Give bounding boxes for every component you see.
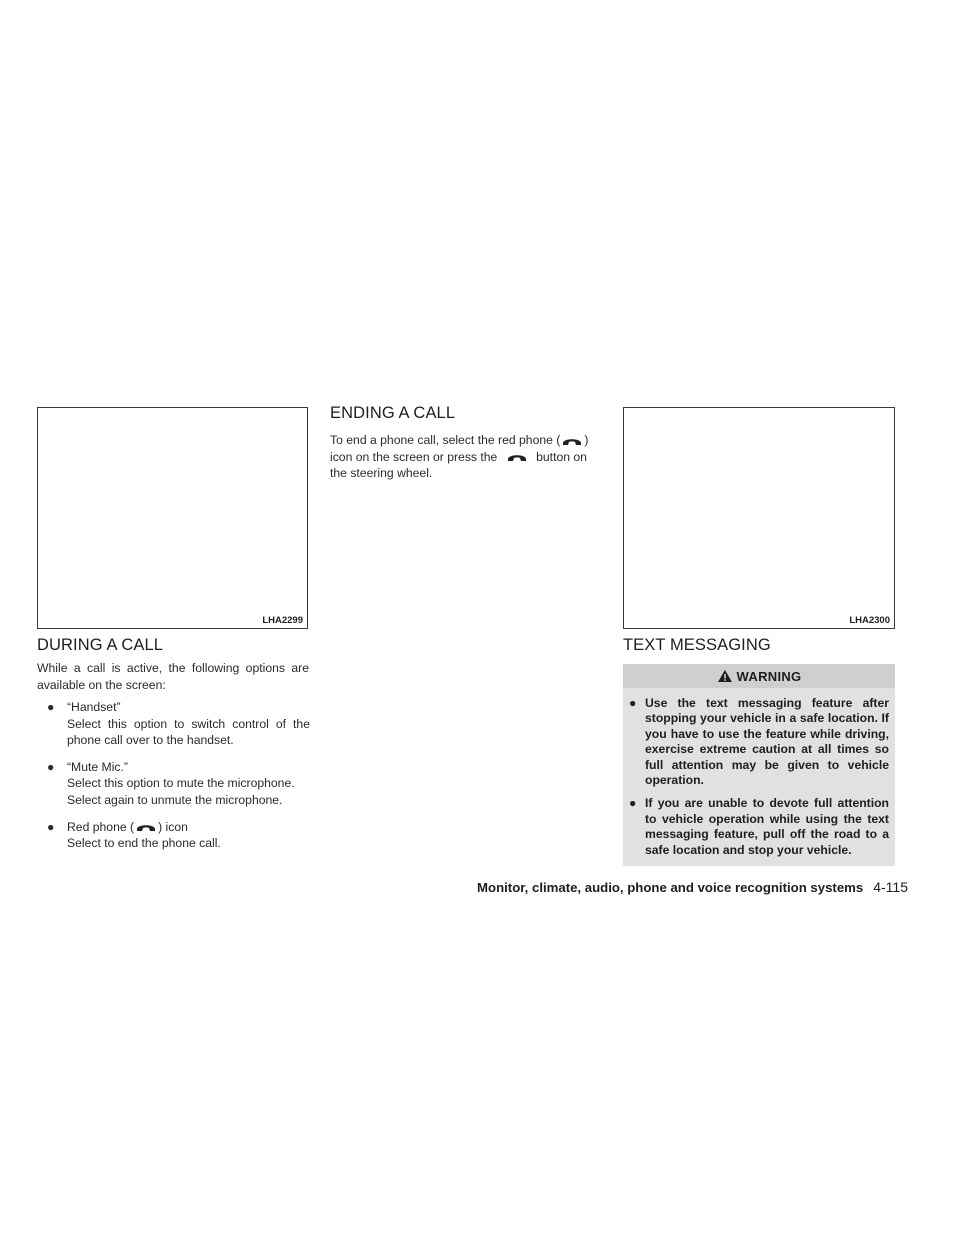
page-footer [477,879,908,895]
ending-text-part-3: button on the steering wheel. [330,449,587,481]
option-title [67,819,310,836]
phone-hangup-icon [562,435,582,447]
list-item-handset [45,699,310,749]
option-desc: Select this option to mute the microphone. Select again to unmute the microphone. [67,776,295,807]
heading-ending-a-call: ENDING A CALL [330,404,456,422]
figure-lha2300 [623,407,895,629]
steering-phone-button-icon [507,451,527,463]
bullet-dot: ● [47,759,55,774]
ending-text-part-1: To end a phone call, select the red phone ( [330,433,561,447]
phone-hangup-icon [136,821,156,833]
bullet-dot: ● [47,819,55,834]
warning-text: If you are unable to devote full attention to vehicle operation while using the text messaging feature, pull off the road to a safe location and stop your vehicle. [645,796,889,857]
warning-title: WARNING [736,668,802,684]
warning-triangle-icon [717,669,733,683]
ending-text-part-2: ) icon on the screen or press the [330,433,589,464]
ending-call-text [330,432,605,482]
list-item-red-phone [45,819,310,852]
option-title: “Handset” [67,700,121,714]
during-call-options [45,699,310,862]
warning-header [623,664,895,688]
bullet-dot: ● [47,700,55,714]
figure-label: LHA2299 [262,615,303,626]
option-title-before: Red phone ( [67,819,135,834]
warning-box [623,664,895,866]
option-title: “Mute Mic.” [67,759,128,774]
heading-text-messaging: TEXT MESSAGING [623,636,771,654]
bullet-dot: ● [629,796,637,811]
page-number: 4-115 [873,879,908,895]
warning-item [627,796,889,858]
figure-label: LHA2300 [849,615,890,626]
chapter-title: Monitor, climate, audio, phone and voice recognition systems [477,880,864,895]
heading-during-a-call: DURING A CALL [37,636,164,654]
list-item-mute-mic [45,759,310,809]
warning-text: Use the text messaging feature after stopping your vehicle in a safe location. If you have to use the feature while driving, exercise extreme caution at all times so full attention may be given to vehicle operation. [645,696,889,788]
option-desc: Select to end the phone call. [67,836,221,851]
bullet-dot: ● [629,696,637,710]
during-call-intro: While a call is active, the following options are available on the screen: [37,661,309,692]
warning-item [627,696,889,788]
option-desc: Select this option to switch control of the phone call over to the handset. [67,716,310,748]
warning-list [623,688,895,866]
option-title-after: ) icon [158,819,188,834]
figure-lha2299 [37,407,308,629]
